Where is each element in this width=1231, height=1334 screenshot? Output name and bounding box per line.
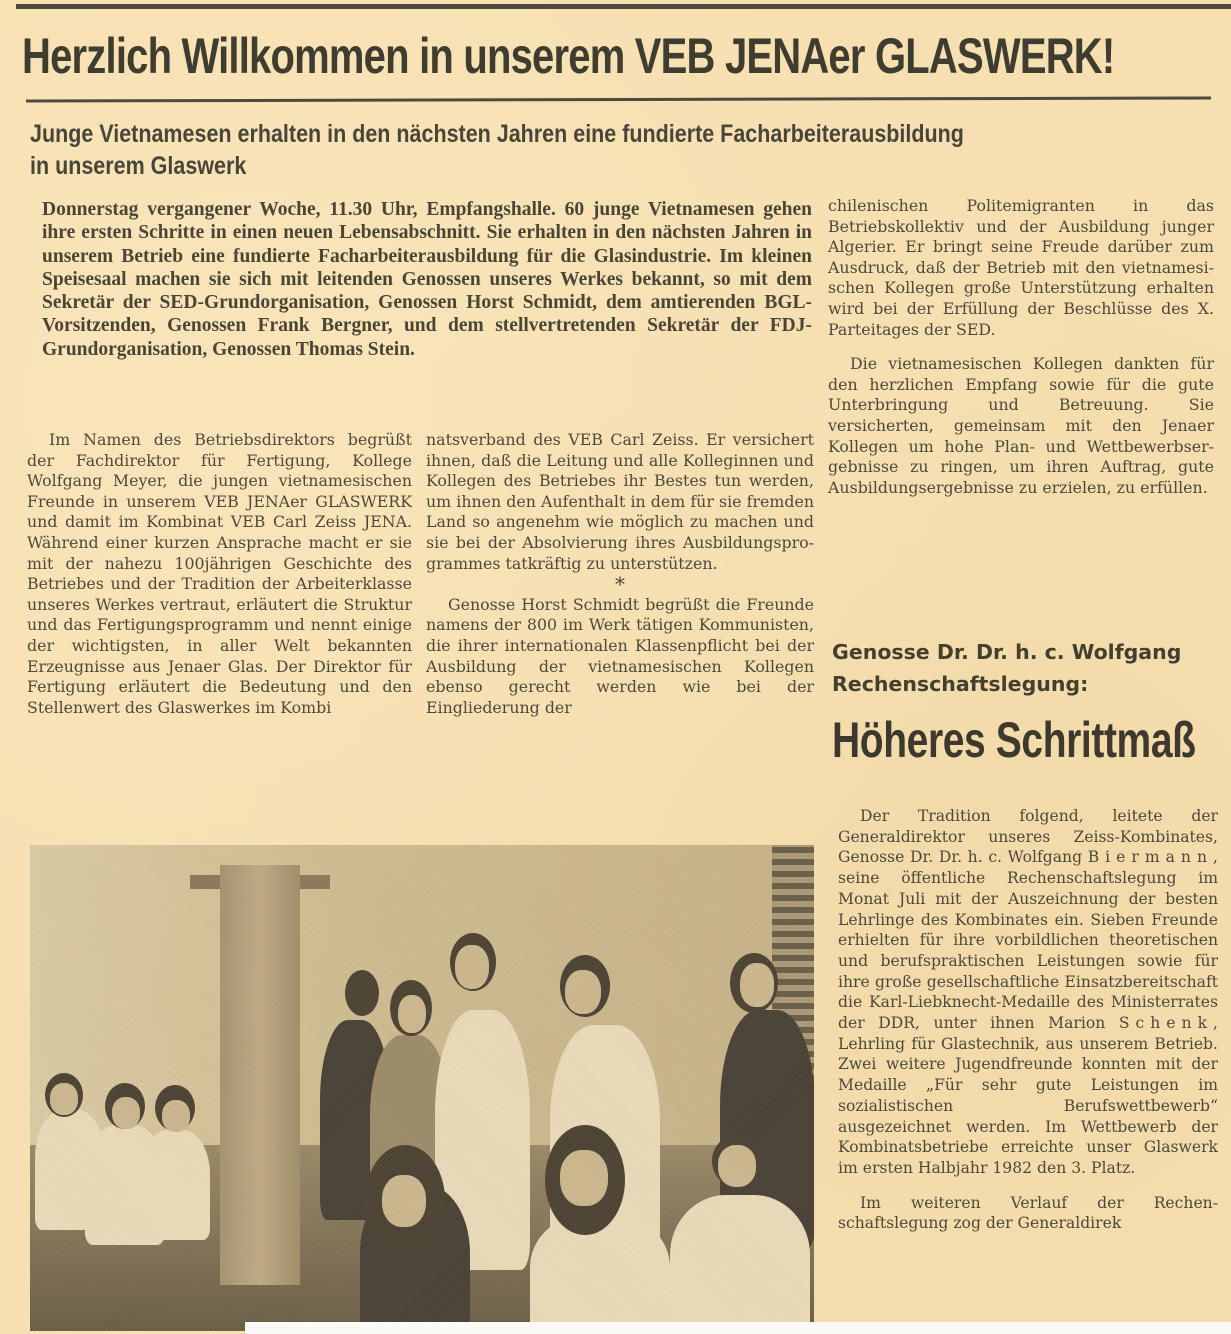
article-column-3 xyxy=(828,196,1214,498)
sidebar-article-body xyxy=(838,806,1218,1234)
text-span: , Lehrling für Glastechnik, aus unserem Betrieb. Zwei weitere Jugendfreunde konnten mit der Medaille „Für sehr gute Leistungen im sozialistischen Berufswettbewerb“ ausgezeichnet werden. Im Wettbewerb der Kombinatsbetriebe erreichte unser Glaswerk im ersten Halbjahr 1982 den 3. Platz. xyxy=(838,1014,1218,1177)
text-span: Der Tradition folgend, leitete der Generaldirektor unseres Zeiss-Kombinates, Genosse Dr. Dr. h. c. Wolfgang xyxy=(838,807,1218,867)
paragraph: natsverband des VEB Carl Zeiss. Er versichert ihnen, daß die Leitung und alle Kolleginnen und Kollegen des Betriebes ihr Bestes tun werden, um ihnen den Aufenthalt in dem für sie fremden Land so angenehm wie möglich zu machen und sie bei der Absolvierung ihres Ausbildungsprogrammes tatkräftig zu unterstützen. xyxy=(426,430,814,573)
scan-edge xyxy=(245,1322,1231,1334)
subheadline xyxy=(30,118,1208,182)
main-headline: Herzlich Willkommen in unserem VEB JENAer GLASWERK! xyxy=(22,28,1115,84)
article-column-2 xyxy=(426,430,814,718)
top-rule xyxy=(16,4,1231,9)
paragraph: Im Namen des Betriebsdirektors begrüßt der Fachdirektor für Fertigung, Kollege Wolfgang Meyer, die jungen vietnamesischen Freunde in unserem VEB JENAer GLASWERK und damit im Kombinat VEB Carl Zeiss JENA. Während einer kurzen Ansprache macht er sie mit der nahezu 100jährigen Geschichte des Betriebes und der Tradition der Arbeiterklasse unseres Werkes vertraut, erläutert die Struktur und das Fertigungsprogramm und nennt einige der wichtigsten, in aller Welt bekannten Erzeugnisse aus Jenaer Glas. Der Direktor für Fertigung erläutert die Bedeutung und den Stellenwert des Glaswerkes im Kombi xyxy=(27,430,412,717)
headline-rule xyxy=(26,96,1211,102)
subheadline-line-2: in unserem Glaswerk xyxy=(30,152,247,180)
person-name: Schenk xyxy=(1118,1014,1214,1033)
lead-paragraph: Donnerstag vergangener Woche, 11.30 Uhr, Empfangshalle. 60 junge Vietnamesen gehen ihre ersten Schritte in einen neuen Lebensabschnitt. Sie erhalten in den nächsten Jahren in unserem Betrieb eine fundierte Facharbeiterausbildung für die Glasindustrie. Im kleinen Speisesaal machen sie sich mit leitenden Genossen unseres Werkes bekannt, so mit dem Sekretär der SED-Grundorganisation, Genossen Horst Schmidt, dem amtierenden BGL-Vorsitzenden, Genossen Frank Bergner, und dem stellvertretenden Sekretär der FDJ-Grundorganisation, Genossen Thomas Stein. xyxy=(42,199,812,360)
paragraph: Im weiteren Verlauf der Rechenschaftslegung zog der Generaldirek xyxy=(838,1193,1218,1233)
paragraph xyxy=(838,806,1218,1179)
sidebar-kicker-line-1: Genosse Dr. Dr. h. c. Wolfgang xyxy=(832,640,1182,664)
paragraph: Genosse Horst Schmidt begrüßt die Freunde namens der 800 im Werk tätigen Kommunisten, die ihrer internationalen Klassenpflicht bei der Ausbildung der vietnamesischen Kollegen ebenso gerecht werden wie bei der Eingliederung der xyxy=(426,594,814,717)
paragraph: Die vietnamesischen Kollegen dankten für den herzlichen Empfang sowie für die gute Unterbringung und Betreuung. Sie versicherten, gemeinsam mit den Jenaer Kollegen um hohe Plan- und Wettbewerbsergebnisse zu ringen, um ihren Auftrag, gute Ausbildungsergebnisse zu erzielen, zu erfüllen. xyxy=(828,354,1214,497)
sidebar-headline: Höheres Schrittmaß xyxy=(832,712,1196,768)
text-span: , seine öffentliche Rechenschaftslegung im Monat Juli mit der Auszeichnung der besten Lehrlinge des Kombinates ein. Sieben Freunde erhielten für ihre vorbildlichen theoretischen und berufspraktischen Leistungen sowie für ihre große gesellschaftliche Einsatzbereitschaft die Karl-Liebknecht-Medaille des Ministerrates der DDR, unter ihnen Marion xyxy=(838,848,1218,1033)
section-separator: * xyxy=(615,572,625,597)
sidebar-kicker xyxy=(832,636,1231,700)
subheadline-line-1: Junge Vietnamesen erhalten in den nächsten Jahren eine fundierte Facharbeiterausbildung xyxy=(30,120,964,148)
paragraph: chilenischen Politemigranten in das Betriebskollektiv und der Ausbildung junger Algerier. Er bringt seine Freude darüber zum Ausdruck, daß der Betrieb mit den vietnamesischen Kollegen große Unterstützung erhalten wird bei der Erfüllung der Beschlüsse des X. Parteitages der SED. xyxy=(828,196,1214,339)
person-name: Biermann xyxy=(1087,848,1214,867)
article-column-1 xyxy=(27,430,412,718)
sidebar-kicker-line-2: Rechenschaftslegung: xyxy=(832,672,1089,696)
group-photo xyxy=(30,845,814,1331)
